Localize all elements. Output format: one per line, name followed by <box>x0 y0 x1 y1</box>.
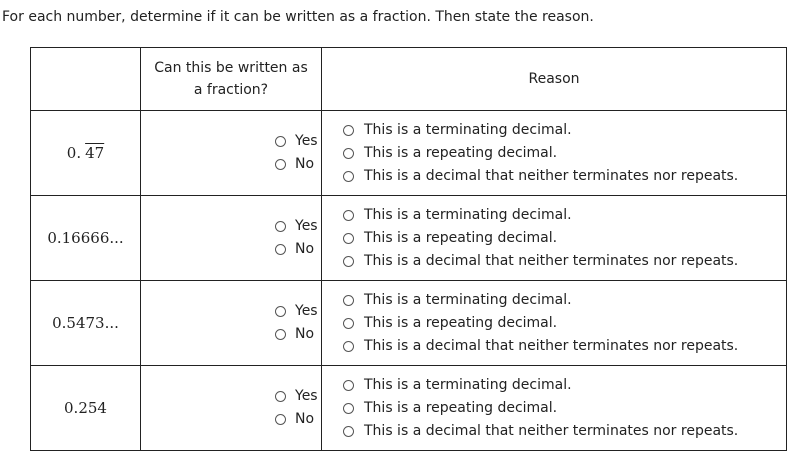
radio-button[interactable] <box>275 159 286 170</box>
radio-button[interactable] <box>343 295 354 306</box>
header-fraction <box>141 48 322 111</box>
radio-button[interactable] <box>275 391 286 402</box>
terminating-option[interactable] <box>343 289 786 312</box>
option-label: Yes <box>295 388 318 404</box>
option-label: This is a decimal that neither terminates nor repeats. <box>364 337 739 354</box>
radio-button[interactable] <box>343 380 354 391</box>
number-cell <box>31 111 141 196</box>
number-value: 0.16666... <box>47 229 124 247</box>
radio-button[interactable] <box>275 221 286 232</box>
fraction-cell <box>141 366 322 451</box>
option-label: This is a repeating decimal. <box>364 314 558 331</box>
option-label: This is a terminating decimal. <box>364 121 572 138</box>
radio-button[interactable] <box>275 329 286 340</box>
option-label: Yes <box>295 133 318 149</box>
option-label: No <box>295 326 315 342</box>
reason-radio-group <box>343 119 786 188</box>
neither-option[interactable] <box>343 250 786 273</box>
radio-button[interactable] <box>343 318 354 329</box>
repeating-option[interactable] <box>343 227 786 250</box>
reason-radio-group <box>343 289 786 358</box>
reason-radio-group <box>343 374 786 443</box>
number-value: 0. <box>66 144 82 162</box>
radio-button[interactable] <box>343 256 354 267</box>
number-value: 0.5473... <box>52 314 119 332</box>
radio-button[interactable] <box>275 414 286 425</box>
header-number <box>31 48 141 111</box>
reason-radio-group <box>343 204 786 273</box>
header-fraction-label: Can this be written as a fraction? <box>154 60 308 98</box>
reason-cell <box>322 366 787 451</box>
reason-cell <box>322 111 787 196</box>
option-label: No <box>295 241 315 257</box>
terminating-option[interactable] <box>343 204 786 227</box>
option-label: Yes <box>295 303 318 319</box>
number-value: 0.254 <box>64 399 107 417</box>
table-header-row <box>31 48 787 111</box>
radio-button[interactable] <box>275 244 286 255</box>
option-label: This is a decimal that neither terminates nor repeats. <box>364 167 739 184</box>
option-label: This is a repeating decimal. <box>364 399 558 416</box>
table-row <box>31 366 787 451</box>
radio-button[interactable] <box>343 125 354 136</box>
option-label: No <box>295 411 315 427</box>
number-cell <box>31 366 141 451</box>
option-label: This is a terminating decimal. <box>364 376 572 393</box>
option-label: No <box>295 156 315 172</box>
table-row <box>31 196 787 281</box>
neither-option[interactable] <box>343 335 786 358</box>
reason-cell <box>322 281 787 366</box>
radio-button[interactable] <box>343 171 354 182</box>
option-label: This is a decimal that neither terminates nor repeats. <box>364 422 739 439</box>
neither-option[interactable] <box>343 165 786 188</box>
option-label: This is a terminating decimal. <box>364 206 572 223</box>
radio-button[interactable] <box>343 403 354 414</box>
neither-option[interactable] <box>343 420 786 443</box>
option-label: This is a decimal that neither terminates nor repeats. <box>364 252 739 269</box>
option-label: This is a repeating decimal. <box>364 144 558 161</box>
header-reason: Reason <box>322 48 787 111</box>
number-cell <box>31 196 141 281</box>
radio-button[interactable] <box>343 148 354 159</box>
fraction-cell <box>141 196 322 281</box>
option-label: Yes <box>295 218 318 234</box>
table-row <box>31 281 787 366</box>
repeating-digits: 47 <box>85 144 105 162</box>
fraction-cell <box>141 281 322 366</box>
instruction-text: For each number, determine if it can be written as a fraction. Then state the reason. <box>2 9 594 25</box>
reason-cell <box>322 196 787 281</box>
option-label: This is a repeating decimal. <box>364 229 558 246</box>
fraction-cell <box>141 111 322 196</box>
question-table <box>30 47 787 451</box>
terminating-option[interactable] <box>343 374 786 397</box>
radio-button[interactable] <box>343 341 354 352</box>
repeating-option[interactable] <box>343 312 786 335</box>
radio-button[interactable] <box>343 233 354 244</box>
repeating-option[interactable] <box>343 397 786 420</box>
radio-button[interactable] <box>275 136 286 147</box>
table-row <box>31 111 787 196</box>
radio-button[interactable] <box>343 426 354 437</box>
number-cell <box>31 281 141 366</box>
option-label: This is a terminating decimal. <box>364 291 572 308</box>
terminating-option[interactable] <box>343 119 786 142</box>
repeating-option[interactable] <box>343 142 786 165</box>
radio-button[interactable] <box>275 306 286 317</box>
radio-button[interactable] <box>343 210 354 221</box>
